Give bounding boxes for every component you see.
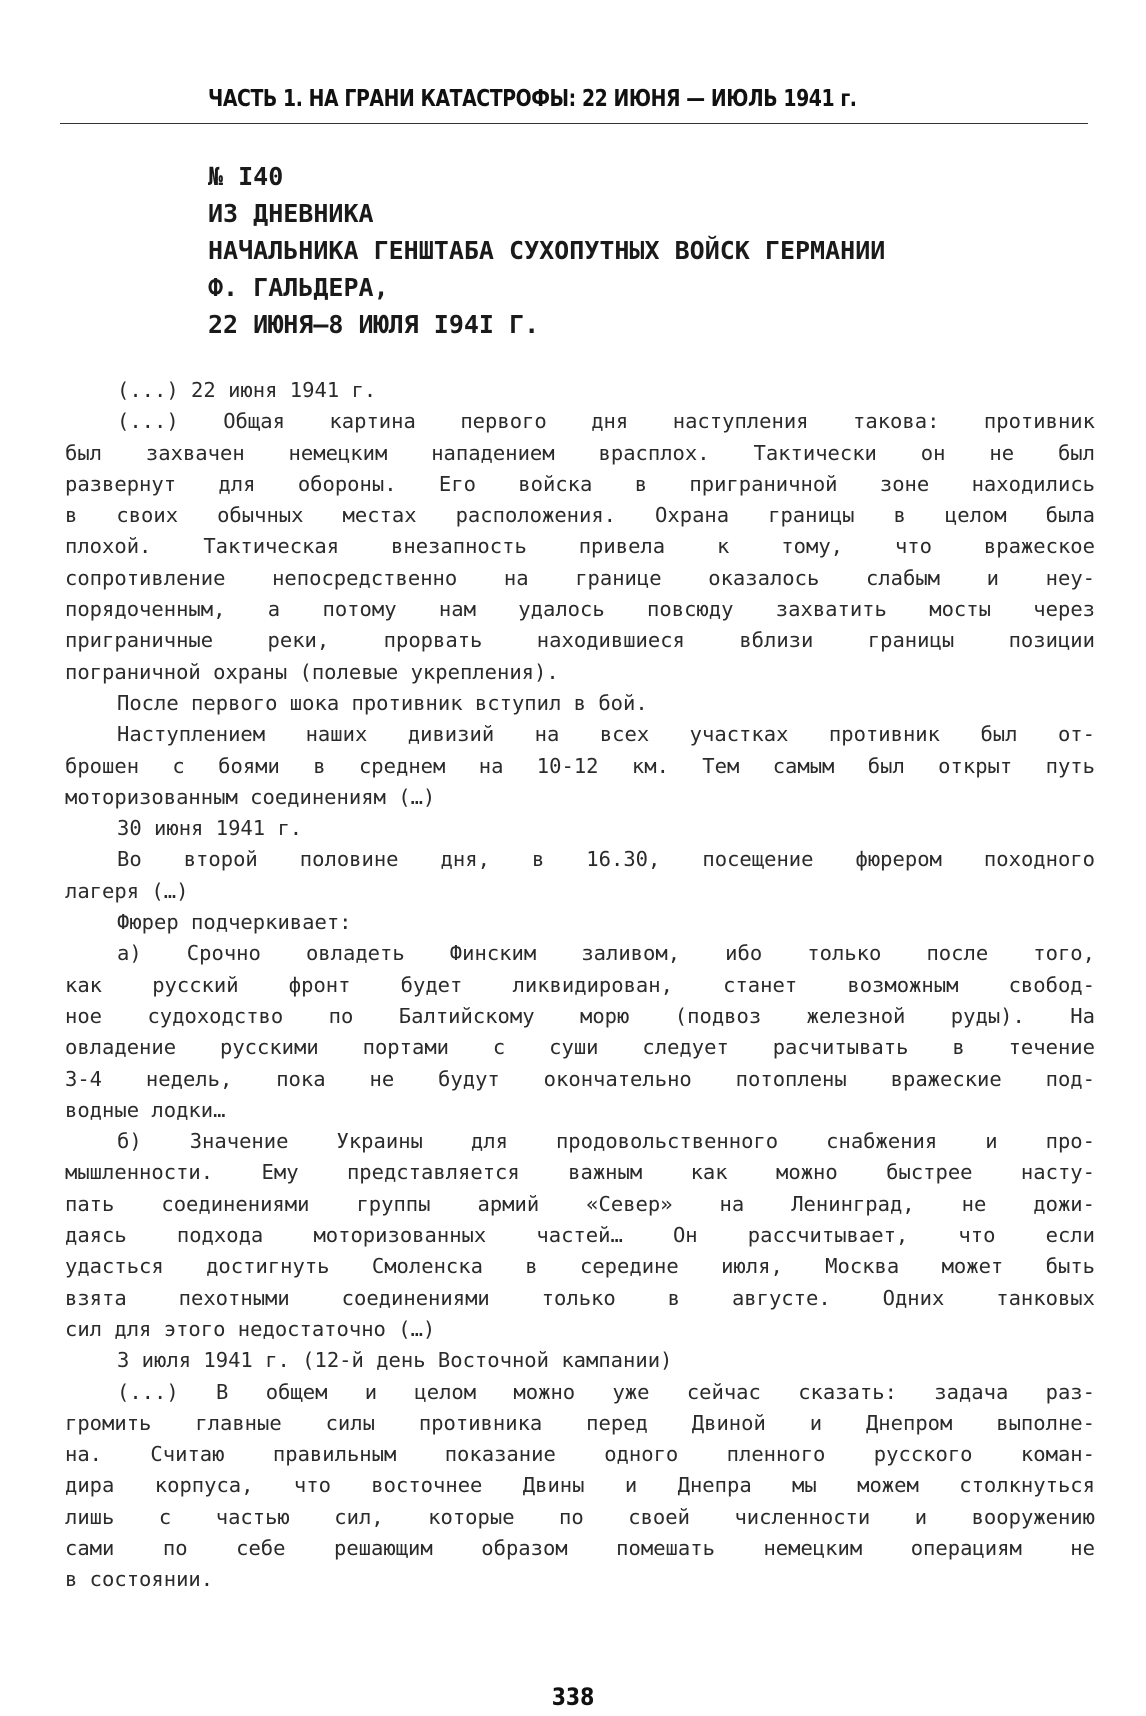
text-line: на. Считаю правильным показание одного пленного русского коман- bbox=[65, 1442, 1095, 1467]
date-line: 30 июня 1941 г. bbox=[117, 816, 303, 841]
text-line: (...) Общая картина первого дня наступления такова: противник bbox=[117, 409, 1095, 434]
text-line: пать соединениями группы армий «Север» на Ленинград, не дожи- bbox=[65, 1191, 1095, 1216]
date-line: 3 июля 1941 г. (12-й день Восточной кампании) bbox=[117, 1348, 673, 1373]
text-line: развернут для обороны. Его войска в приграничной зоне находились bbox=[65, 471, 1095, 496]
running-head: ЧАСТЬ 1. НА ГРАНИ КАТАСТРОФЫ: 22 ИЮНЯ — ИЮЛЬ 1941 г. bbox=[208, 86, 857, 112]
text-line: мышленности. Ему представляется важным как можно быстрее насту- bbox=[65, 1160, 1095, 1185]
text-line: удасться достигнуть Смоленска в середине июля, Москва может быть bbox=[65, 1254, 1095, 1279]
text-line: лишь с частью сил, которые по своей численности и вооружению bbox=[65, 1504, 1095, 1529]
text-line: дира корпуса, что восточнее Двины и Днепра мы можем столкнуться bbox=[65, 1473, 1095, 1498]
text-line: Во второй половине дня, в 16.30, посещение фюрером походного bbox=[117, 847, 1095, 872]
text-line: брошен с боями в среднем на 10-12 км. Тем самым был открыт путь bbox=[65, 753, 1095, 778]
text-line: приграничные реки, прорвать находившиеся вблизи границы позиции bbox=[65, 628, 1095, 653]
text-line: как русский фронт будет ликвидирован, станет возможным свобод- bbox=[65, 972, 1095, 997]
text-line: плохой. Тактическая внезапность привела к тому, что вражеское bbox=[65, 534, 1095, 559]
text-line: сами по себе решающим образом помешать немецким операциям не bbox=[65, 1535, 1095, 1560]
page-number: 338 bbox=[551, 1683, 595, 1711]
text-line: громить главные силы противника перед Двиной и Днепром выполне- bbox=[65, 1410, 1095, 1435]
document-title-line: 22 ИЮНЯ—8 ИЮЛЯ I94I Г. bbox=[208, 310, 540, 339]
text-line: даясь подхода моторизованных частей… Он рассчитывает, что если bbox=[65, 1223, 1095, 1248]
document-title-line: Ф. ГАЛЬДЕРА, bbox=[208, 273, 389, 302]
date-line: (...) 22 июня 1941 г. bbox=[117, 378, 377, 402]
text-line: После первого шока противник вступил в бой. bbox=[117, 690, 648, 715]
text-line: порядоченным, а потому нам удалось повсюду захватить мосты через bbox=[65, 597, 1095, 622]
text-line: овладение русскими портами с суши следует расчитывать в течение bbox=[65, 1035, 1095, 1060]
text-line: 3-4 недель, пока не будут окончательно потоплены вражеские под- bbox=[65, 1066, 1095, 1091]
text-line: в своих обычных местах расположения. Охрана границы в целом была bbox=[65, 503, 1095, 528]
text-line: водные лодки… bbox=[65, 1097, 226, 1122]
text-line: взята пехотными соединениями только в августе. Одних танковых bbox=[65, 1285, 1095, 1310]
document-heading bbox=[208, 158, 885, 343]
document-title-line: НАЧАЛЬНИКА ГЕНШТАБА СУХОПУТНЫХ ВОЙСК ГЕРМАНИИ bbox=[208, 236, 886, 265]
text-line: моторизованным соединениям (…) bbox=[65, 784, 436, 809]
document-number: № I40 bbox=[208, 162, 284, 191]
text-line: Фюрер подчеркивает: bbox=[117, 910, 352, 935]
text-line: в состоянии. bbox=[65, 1567, 214, 1592]
text-line: ное судоходство по Балтийскому морю (подвоз железной руды). На bbox=[65, 1003, 1095, 1028]
text-line: а) Срочно овладеть Финским заливом, ибо только после того, bbox=[117, 941, 1095, 966]
document-body bbox=[65, 375, 1095, 1596]
text-line: Наступлением наших дивизий на всех участках противник был от- bbox=[117, 722, 1095, 747]
text-line: пограничной охраны (полевые укрепления). bbox=[65, 659, 559, 684]
text-line: сопротивление непосредственно на границе оказалось слабым и неу- bbox=[65, 565, 1095, 590]
header-rule bbox=[60, 123, 1088, 124]
text-line: был захвачен немецким нападением врасплох. Тактически он не был bbox=[65, 440, 1095, 465]
text-line: (...) В общем и целом можно уже сейчас сказать: задача раз- bbox=[117, 1379, 1095, 1404]
text-line: лагеря (…) bbox=[65, 878, 189, 903]
text-line: б) Значение Украины для продовольственного снабжения и про- bbox=[117, 1129, 1095, 1154]
text-line: сил для этого недостаточно (…) bbox=[65, 1316, 436, 1341]
document-title-line: ИЗ ДНЕВНИКА bbox=[208, 199, 374, 228]
